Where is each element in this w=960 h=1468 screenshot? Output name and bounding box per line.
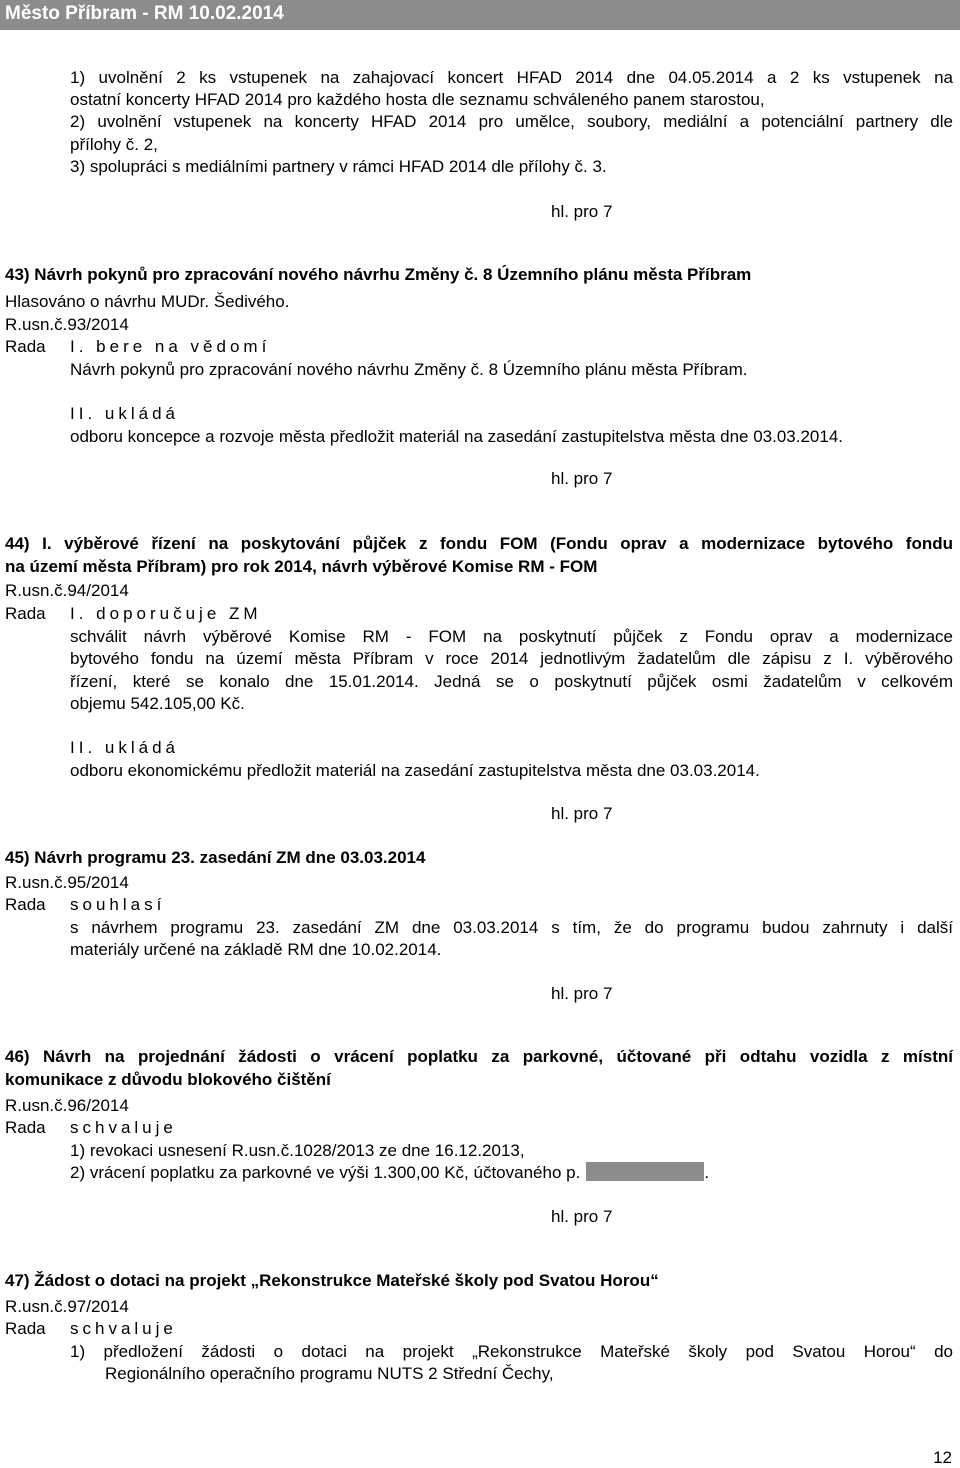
item-43-verb-1: I. bere na vědomí xyxy=(70,337,271,356)
item-47-verb: schvaluje xyxy=(70,1319,177,1338)
item-46-verb: schvaluje xyxy=(70,1118,177,1137)
item-44-title-line-1: 44) I. výběrové řízení na poskytování půjček z fondu FOM (Fondu oprav a modernizace bytového fondu xyxy=(5,534,953,553)
item-43-title: 43) Návrh pokynů pro zpracování nového návrhu Změny č. 8 Územního plánu města Příbram xyxy=(5,265,752,284)
item-46-point-1: 1) revokaci usnesení R.usn.č.1028/2013 ze dne 16.12.2013, xyxy=(70,1141,525,1160)
item-46-point-2-text: 2) vrácení poplatku za parkovné ve výši 1.300,00 Kč, účtovaného p. xyxy=(70,1163,581,1182)
item-47-title: 47) Žádost o dotaci na projekt „Rekonstrukce Mateřské školy pod Svatou Horou“ xyxy=(5,1271,659,1290)
item-44-resolution: R.usn.č.94/2014 xyxy=(5,581,129,600)
item-43-resolution: R.usn.č.93/2014 xyxy=(5,315,129,334)
document-header xyxy=(0,0,960,30)
item-43-text-1: Návrh pokynů pro zpracování nového návrhu Změny č. 8 Územního plánu města Příbram. xyxy=(70,360,748,379)
vote-count: hl. pro 7 xyxy=(551,1207,613,1226)
item-43-rada: Rada xyxy=(5,337,46,356)
intro-line-4: přílohy č. 2, xyxy=(70,135,158,154)
item-43-verb-2: II. ukládá xyxy=(70,404,179,423)
item-44-verb-1: I. doporučuje ZM xyxy=(70,604,262,623)
vote-count: hl. pro 7 xyxy=(551,804,613,823)
vote-count: hl. pro 7 xyxy=(551,469,613,488)
item-45-resolution: R.usn.č.95/2014 xyxy=(5,873,129,892)
item-43-text-2: odboru koncepce a rozvoje města předložit materiál na zasedání zastupitelstva města dne 03.03.2014. xyxy=(70,427,844,446)
vote-count: hl. pro 7 xyxy=(551,984,613,1003)
item-46-title-line-2: komunikace z důvodu blokového čištění xyxy=(5,1070,331,1089)
item-44-text-1c: řízení, které se konalo dne 15.01.2014. Jedná se o poskytnutí půjček osmi žadatelům v celkovém xyxy=(70,672,953,691)
item-44-text-1b: bytového fondu na území města Příbram v roce 2014 jednotlivým žadatelům dle zápisu z I. výběrového xyxy=(70,649,953,668)
item-45-verb: souhlasí xyxy=(70,895,166,914)
header-title: Město Příbram - RM 10.02.2014 xyxy=(5,3,284,24)
item-46-point-2-end: . xyxy=(704,1163,710,1182)
intro-line-5: 3) spolupráci s mediálními partnery v rámci HFAD 2014 dle přílohy č. 3. xyxy=(70,157,607,176)
page-number: 12 xyxy=(933,1448,952,1467)
redaction-box xyxy=(586,1162,704,1181)
vote-count: hl. pro 7 xyxy=(551,202,613,221)
item-44-rada: Rada xyxy=(5,604,46,623)
item-47-resolution: R.usn.č.97/2014 xyxy=(5,1297,129,1316)
item-44-text-1d: objemu 542.105,00 Kč. xyxy=(70,694,245,713)
intro-line-1: 1) uvolnění 2 ks vstupenek na zahajovací koncert HFAD 2014 dne 04.05.2014 a 2 ks vstupenek na xyxy=(70,68,953,87)
item-45-text-a: s návrhem programu 23. zasedání ZM dne 03.03.2014 s tím, že do programu budou zahrnuty i další xyxy=(70,918,953,937)
item-47-rada: Rada xyxy=(5,1319,46,1338)
intro-line-2: ostatní koncerty HFAD 2014 pro každého hosta dle seznamu schváleného panem starostou, xyxy=(70,90,765,109)
item-45-text-b: materiály určené na základě RM dne 10.02.2014. xyxy=(70,940,442,959)
item-47-point-1b: Regionálního operačního programu NUTS 2 Střední Čechy, xyxy=(105,1364,554,1383)
intro-line-3: 2) uvolnění vstupenek na koncerty HFAD 2014 pro umělce, soubory, mediální a potenciální partnery dle xyxy=(70,112,953,131)
item-46-point-2 xyxy=(70,1162,709,1184)
item-45-rada: Rada xyxy=(5,895,46,914)
item-44-text-1a: schválit návrh výběrové Komise RM - FOM na poskytnutí půjček z Fondu oprav a modernizace xyxy=(70,627,953,646)
item-46-resolution: R.usn.č.96/2014 xyxy=(5,1096,129,1115)
item-47-point-1a: 1) předložení žádosti o dotaci na projekt „Rekonstrukce Mateřské školy pod Svatou Horou“ do xyxy=(70,1342,953,1361)
item-44-title-line-2: na území města Příbram) pro rok 2014, návrh výběrové Komise RM - FOM xyxy=(5,557,598,576)
item-46-title-line-1: 46) Návrh na projednání žádosti o vrácení poplatku za parkovné, účtované při odtahu vozidla z místní xyxy=(5,1047,953,1066)
item-43-note: Hlasováno o návrhu MUDr. Šedivého. xyxy=(5,292,290,311)
item-46-rada: Rada xyxy=(5,1118,46,1137)
item-44-text-2: odboru ekonomickému předložit materiál na zasedání zastupitelstva města dne 03.03.2014. xyxy=(70,761,760,780)
item-45-title: 45) Návrh programu 23. zasedání ZM dne 03.03.2014 xyxy=(5,848,426,867)
item-44-verb-2: II. ukládá xyxy=(70,738,179,757)
